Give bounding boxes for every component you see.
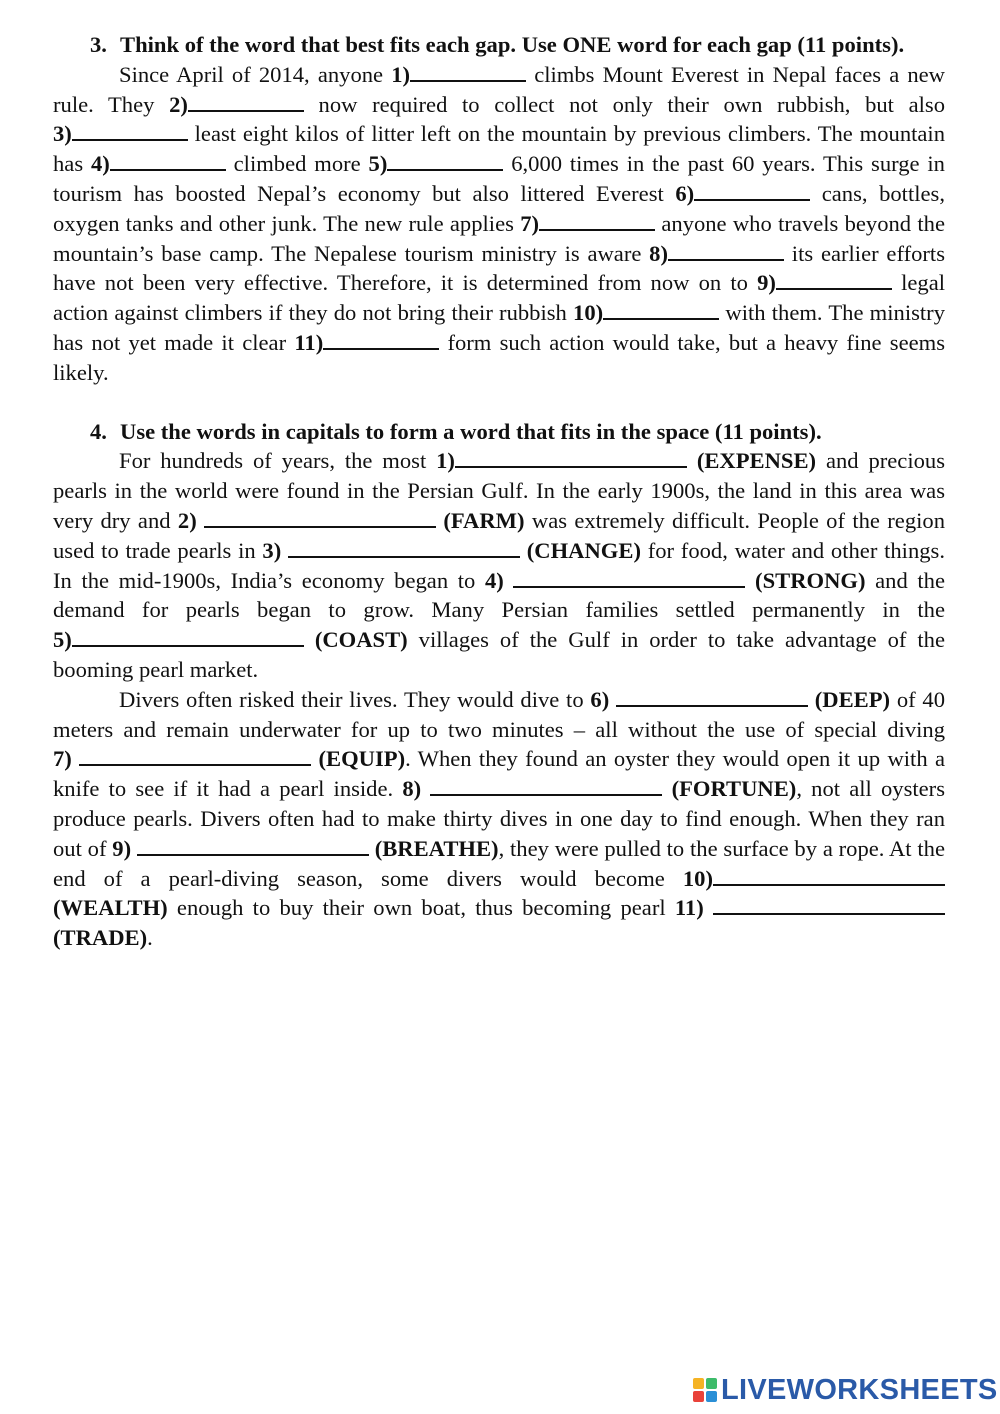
gap-item bbox=[369, 151, 504, 176]
text-run: its earlier efforts have not been very effective. Therefore, it is determined from now on to bbox=[53, 240, 945, 296]
gap-item bbox=[91, 151, 226, 176]
gap-number: 1) bbox=[436, 448, 455, 474]
gap-number: 4) bbox=[90, 151, 110, 177]
text-run: least eight kilos of litter left on the mountain by previous climbers. The mountain has bbox=[53, 121, 945, 177]
gap-item bbox=[683, 866, 945, 891]
gap-item bbox=[757, 270, 892, 295]
answer-blank[interactable] bbox=[603, 298, 719, 320]
gap-item bbox=[294, 330, 439, 355]
section-3-heading bbox=[53, 30, 945, 60]
answer-blank[interactable] bbox=[188, 90, 304, 112]
text-run: of 40 meters and remain underwater for up to two minutes – all without the use of special diving bbox=[53, 686, 945, 742]
answer-blank[interactable] bbox=[455, 446, 687, 468]
base-word: (EQUIP) bbox=[318, 746, 406, 772]
section-3-instructions: Think of the word that best fits each gap. Use ONE word for each gap (11 points). bbox=[120, 32, 905, 57]
base-word: (CHANGE) bbox=[526, 537, 641, 563]
gap-item bbox=[169, 92, 304, 117]
answer-blank[interactable] bbox=[430, 774, 662, 796]
base-word: (FORTUNE) bbox=[671, 776, 797, 802]
gap-number: 10) bbox=[573, 300, 604, 326]
section-4-paragraph bbox=[53, 685, 945, 953]
base-word: (EXPENSE) bbox=[696, 448, 817, 474]
answer-blank[interactable] bbox=[387, 149, 503, 171]
gap-item bbox=[53, 627, 304, 652]
text-run: . bbox=[147, 925, 153, 951]
answer-blank[interactable] bbox=[79, 744, 311, 766]
logo-square bbox=[693, 1391, 704, 1402]
text-run: form such action would take, but a heavy fine seems likely. bbox=[53, 329, 945, 385]
gap-number: 1) bbox=[391, 61, 411, 87]
gap-number: 2) bbox=[177, 507, 197, 533]
gap-number: 3) bbox=[53, 121, 72, 147]
text-run: For hundreds of years, the most bbox=[119, 448, 437, 474]
section-4-instructions: Use the words in capitals to form a word that fits in the space (11 points). bbox=[120, 418, 822, 444]
text-run: was extremely difficult. People of the region used to trade pearls in bbox=[53, 507, 945, 563]
logo-square bbox=[706, 1378, 717, 1389]
base-word: (TRADE) bbox=[53, 925, 148, 951]
gap-item bbox=[485, 568, 745, 593]
gap-item bbox=[262, 538, 520, 563]
worksheet bbox=[53, 30, 945, 953]
logo-square bbox=[706, 1391, 717, 1402]
answer-blank[interactable] bbox=[668, 239, 784, 261]
gap-number: 8) bbox=[649, 240, 668, 266]
gap-item bbox=[649, 241, 784, 266]
logo-squares-icon bbox=[693, 1378, 717, 1402]
gap-number: 4) bbox=[484, 567, 504, 593]
base-word: (WEALTH) bbox=[53, 895, 168, 921]
section-3-number: 3. bbox=[90, 32, 107, 57]
gap-item bbox=[391, 62, 526, 87]
gap-item bbox=[178, 508, 436, 533]
gap-number: 9) bbox=[757, 270, 776, 296]
logo-text: LIVEWORKSHEETS bbox=[721, 1373, 998, 1406]
gap-item bbox=[53, 121, 188, 146]
gap-item bbox=[53, 746, 311, 771]
gap-number: 2) bbox=[169, 91, 188, 117]
gap-number: 6) bbox=[675, 180, 695, 206]
gap-item bbox=[573, 300, 719, 325]
text-run bbox=[520, 538, 527, 563]
answer-blank[interactable] bbox=[204, 506, 436, 528]
gap-number: 11) bbox=[294, 329, 324, 355]
base-word: (COAST) bbox=[314, 627, 408, 653]
text-run: villages of the Gulf in order to take advantage of the booming pearl market. bbox=[53, 627, 945, 682]
section-4-heading bbox=[53, 417, 945, 447]
section-4-paragraph bbox=[53, 446, 945, 684]
gap-number: 9) bbox=[112, 835, 132, 861]
gap-item bbox=[675, 895, 945, 920]
gap-number: 7) bbox=[53, 746, 72, 772]
section-3-paragraph bbox=[53, 60, 945, 388]
logo-square bbox=[693, 1378, 704, 1389]
answer-blank[interactable] bbox=[137, 834, 369, 856]
section-3 bbox=[53, 30, 945, 388]
section-4-number: 4. bbox=[90, 418, 107, 444]
text-run: , they were pulled to the surface by a rope. At the end of a pearl-diving season, some divers would become bbox=[53, 835, 945, 891]
gap-number: 8) bbox=[402, 776, 422, 802]
gap-item bbox=[520, 211, 655, 236]
base-word: (DEEP) bbox=[814, 686, 891, 712]
answer-blank[interactable] bbox=[713, 864, 945, 886]
gap-number: 11) bbox=[674, 895, 704, 921]
answer-blank[interactable] bbox=[288, 536, 520, 558]
base-word: (BREATHE) bbox=[374, 835, 499, 861]
text-run bbox=[745, 568, 755, 593]
answer-blank[interactable] bbox=[72, 625, 304, 647]
answer-blank[interactable] bbox=[72, 119, 188, 141]
answer-blank[interactable] bbox=[323, 328, 439, 350]
text-run: . When they found an oyster they would open it up with a knife to see if it had a pearl inside. bbox=[53, 746, 945, 802]
text-run: Divers often risked their lives. They would dive to bbox=[119, 686, 591, 712]
answer-blank[interactable] bbox=[539, 209, 655, 231]
text-run: 6,000 times in the past 60 years. This surge in tourism has boosted Nepal’s economy but also littered Everest bbox=[53, 151, 945, 206]
gap-item bbox=[112, 836, 369, 861]
gap-item bbox=[436, 448, 687, 473]
gap-number: 3) bbox=[262, 537, 282, 563]
gap-number: 5) bbox=[53, 627, 72, 653]
base-word: (FARM) bbox=[443, 507, 525, 533]
text-run: for food, water and other things. In the mid-1900s, India’s economy began to bbox=[53, 537, 945, 593]
text-run: now required to collect not only their own rubbish, but also bbox=[303, 91, 945, 117]
section-4-body bbox=[53, 446, 945, 953]
text-run bbox=[304, 627, 315, 652]
text-run: legal action against climbers if they do not bring their rubbish bbox=[53, 270, 945, 326]
gap-item bbox=[590, 687, 808, 712]
text-run: and precious pearls in the world were found in the Persian Gulf. In the early 1900s, the land in this area was very dry and bbox=[53, 448, 945, 533]
text-run: climbed more bbox=[225, 151, 369, 177]
text-run: and the demand for pearls began to grow. Many Persian families settled permanently in the bbox=[53, 567, 945, 623]
gap-number: 10) bbox=[682, 865, 713, 891]
answer-blank[interactable] bbox=[776, 268, 892, 290]
liveworksheets-logo bbox=[693, 1373, 998, 1407]
base-word: (STRONG) bbox=[755, 567, 866, 593]
text-run: cans, bottles, oxygen tanks and other junk. The new rule applies bbox=[53, 180, 945, 236]
text-run: enough to buy their own boat, thus becoming pearl bbox=[167, 895, 675, 921]
answer-blank[interactable] bbox=[410, 60, 526, 82]
gap-number: 6) bbox=[590, 686, 610, 712]
text-run: climbs Mount Everest in Nepal faces a new rule. They bbox=[53, 61, 945, 117]
gap-item bbox=[675, 181, 810, 206]
answer-blank[interactable] bbox=[713, 893, 945, 915]
text-run: Since April of 2014, anyone bbox=[119, 61, 392, 87]
answer-blank[interactable] bbox=[616, 685, 808, 707]
text-run: anyone who travels beyond the mountain’s base camp. The Nepalese tourism ministry is aware bbox=[53, 210, 945, 266]
text-run bbox=[687, 448, 697, 473]
text-run bbox=[808, 687, 815, 712]
answer-blank[interactable] bbox=[513, 566, 745, 588]
text-run: with them. The ministry has not yet made it clear bbox=[53, 300, 945, 355]
section-4 bbox=[53, 417, 945, 953]
text-run: , not all oysters produce pearls. Divers often had to make thirty dives in one day to find enough. When they ran out of bbox=[53, 776, 945, 861]
gap-item bbox=[402, 776, 662, 801]
gap-number: 7) bbox=[520, 210, 540, 236]
gap-number: 5) bbox=[368, 151, 388, 177]
answer-blank[interactable] bbox=[694, 179, 810, 201]
answer-blank[interactable] bbox=[110, 149, 226, 171]
text-run bbox=[662, 776, 671, 801]
